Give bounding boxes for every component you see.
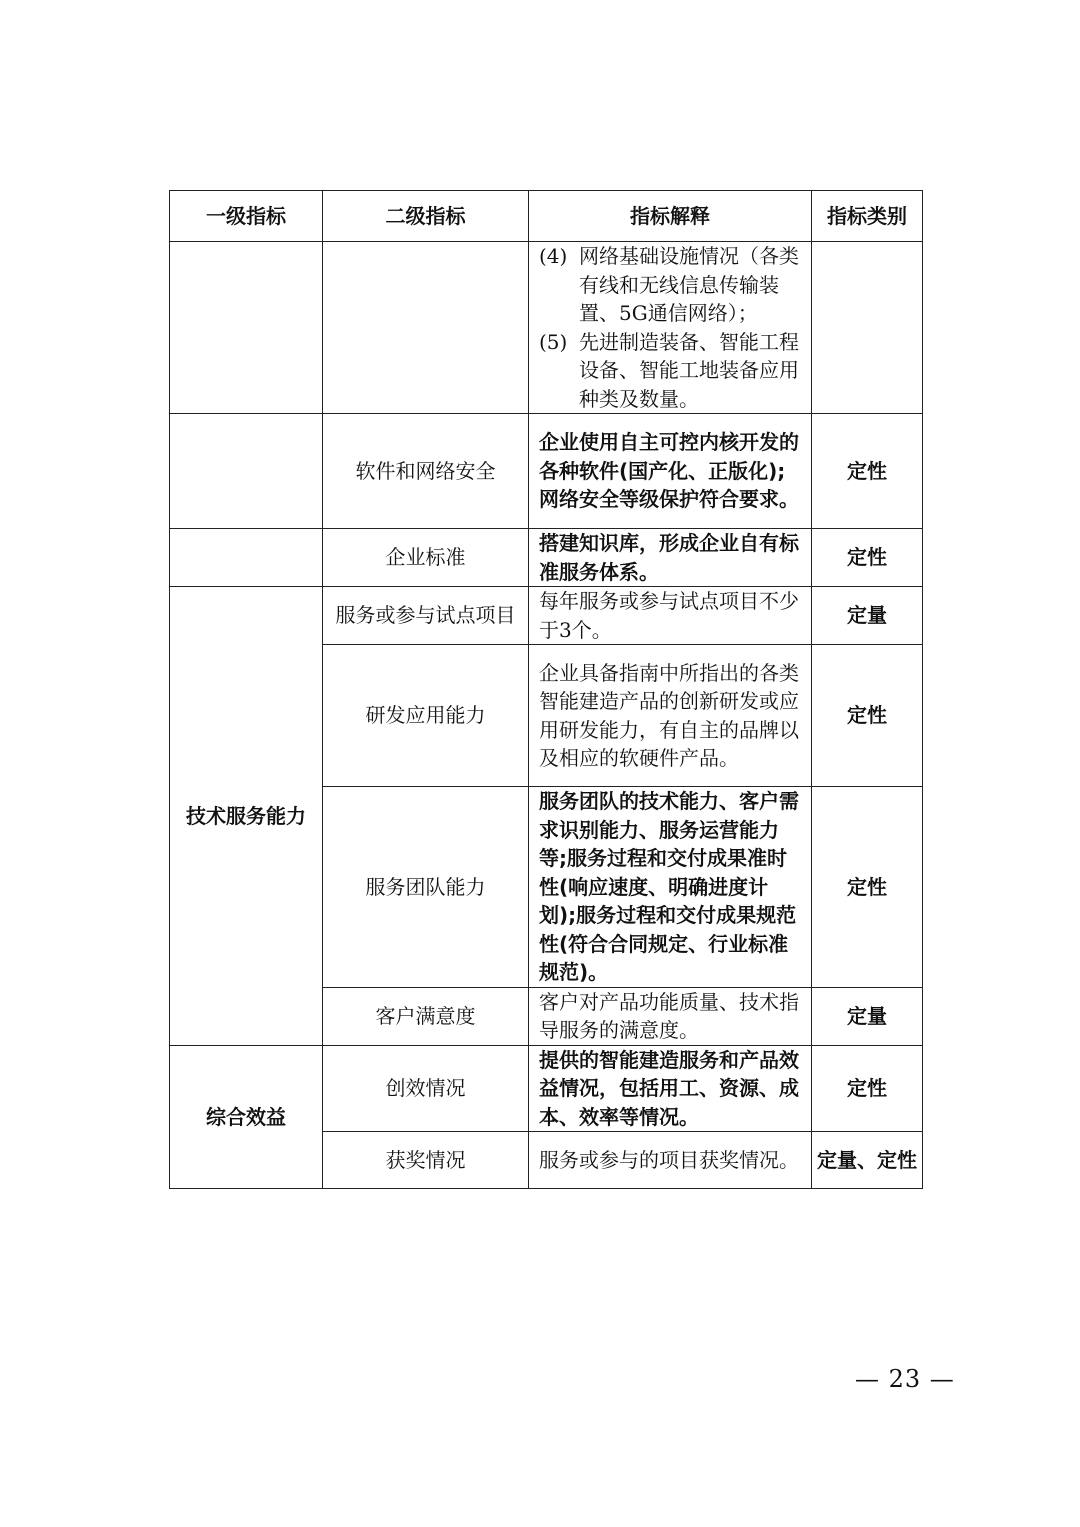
category-cell: 定性 — [812, 1045, 923, 1132]
header-category: 指标类别 — [812, 191, 923, 242]
primary-cell-continued-3 — [170, 529, 323, 587]
list-item: (5) 先进制造装备、智能工程设备、智能工地装备应用种类及数量。 — [539, 329, 799, 411]
secondary-cell: 服务或参与试点项目 — [323, 587, 529, 645]
primary-cell-benefit: 综合效益 — [170, 1045, 323, 1189]
explanation-cell: 企业具备指南中所指出的各类智能建造产品的创新研发或应用研发能力，有自主的品牌以及相应的软硬件产品。 — [529, 645, 812, 787]
category-cell: 定性 — [812, 787, 923, 988]
secondary-cell: 软件和网络安全 — [323, 414, 529, 529]
explanation-cell: 每年服务或参与试点项目不少于3个。 — [529, 587, 812, 645]
category-cell: 定量 — [812, 987, 923, 1045]
category-cell: 定性 — [812, 645, 923, 787]
secondary-cell: 企业标准 — [323, 529, 529, 587]
category-cell-continued — [812, 242, 923, 414]
category-cell: 定性 — [812, 414, 923, 529]
explanation-cell: 服务团队的技术能力、客户需求识别能力、服务运营能力等;服务过程和交付成果准时性(响应速度、明确进度计划);服务过程和交付成果规范性(符合合同规定、行业标准规范)。 — [529, 787, 812, 988]
explanation-cell: 提供的智能建造服务和产品效益情况，包括用工、资源、成本、效率等情况。 — [529, 1045, 812, 1132]
secondary-cell: 客户满意度 — [323, 987, 529, 1045]
secondary-cell: 获奖情况 — [323, 1132, 529, 1189]
secondary-cell: 创效情况 — [323, 1045, 529, 1132]
header-secondary: 二级指标 — [323, 191, 529, 242]
secondary-cell: 服务团队能力 — [323, 787, 529, 988]
primary-cell-continued — [170, 242, 323, 414]
indicator-table — [169, 190, 923, 1189]
secondary-cell-continued — [323, 242, 529, 414]
header-primary: 一级指标 — [170, 191, 323, 242]
explanation-cell: 企业使用自主可控内核开发的各种软件(国产化、正版化);网络安全等级保护符合要求。 — [529, 414, 812, 529]
header-row — [170, 191, 923, 242]
category-cell: 定性 — [812, 529, 923, 587]
list-item: (4) 网络基础设施情况（各类有线和无线信息传输装置、5G通信网络）； — [539, 244, 799, 325]
primary-cell-tech: 技术服务能力 — [170, 587, 323, 1046]
table-row — [170, 529, 923, 587]
explanation-cell: 客户对产品功能质量、技术指导服务的满意度。 — [529, 987, 812, 1045]
table-row — [170, 587, 923, 645]
table-row — [170, 414, 923, 529]
table-row — [170, 1045, 923, 1132]
secondary-cell: 研发应用能力 — [323, 645, 529, 787]
explanation-cell-continued — [529, 242, 812, 414]
category-cell: 定量 — [812, 587, 923, 645]
explanation-cell: 搭建知识库，形成企业自有标准服务体系。 — [529, 529, 812, 587]
page-number: — 23 — — [855, 1365, 955, 1393]
header-explanation: 指标解释 — [529, 191, 812, 242]
explanation-cell: 服务或参与的项目获奖情况。 — [529, 1132, 812, 1189]
table-row-continued — [170, 242, 923, 414]
primary-cell-continued-2 — [170, 414, 323, 529]
category-cell: 定量、定性 — [812, 1132, 923, 1189]
